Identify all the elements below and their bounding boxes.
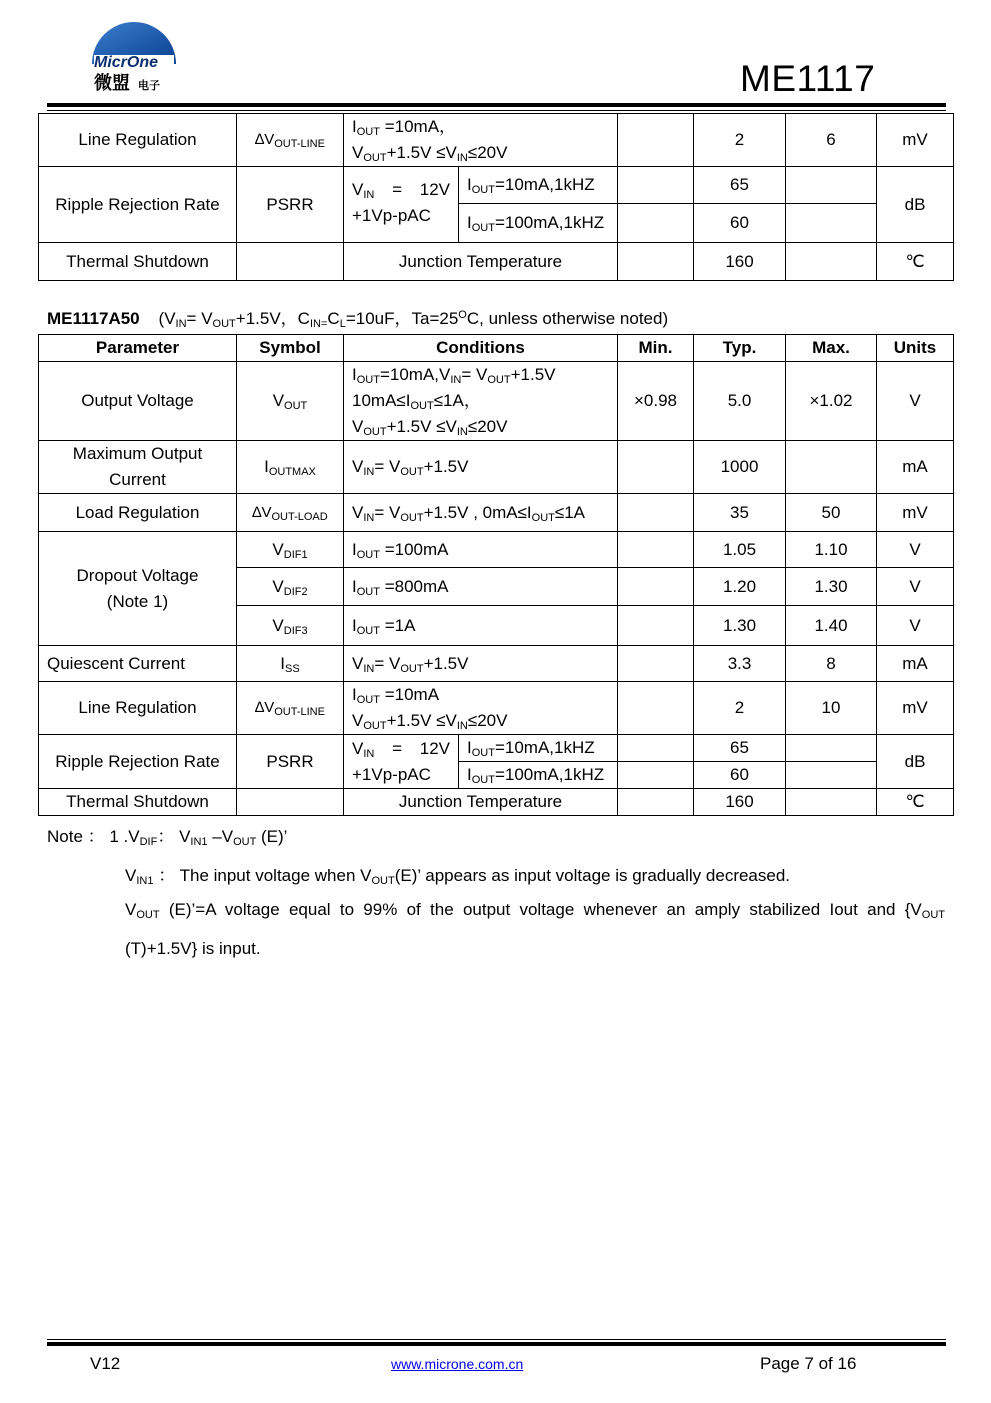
table-row [39, 646, 954, 682]
typ-cell: 3.3 [694, 646, 786, 682]
table-row [39, 362, 954, 441]
min-cell [618, 494, 694, 532]
param-cell: Thermal Shutdown [39, 789, 237, 816]
footer-website-link[interactable]: www.microne.com.cn [391, 1356, 524, 1372]
max-cell: 1.40 [786, 606, 877, 646]
symbol-cell: $I_{OUTMAX}$ [237, 441, 344, 494]
sub-condition-cell: $I_{OUT}=10mA,1kHZ$ [459, 735, 618, 762]
conditions-cell: $V_{IN}= V_{OUT}+1.5V$ [344, 441, 618, 494]
min-cell [618, 243, 694, 281]
header-rule-thick [47, 103, 946, 107]
min-cell [618, 114, 694, 167]
symbol-cell: PSRR [237, 735, 344, 789]
min-cell: ×0.98 [618, 362, 694, 441]
max-cell: ×1.02 [786, 362, 877, 441]
header-min: Min. [618, 335, 694, 362]
param-cell: Quiescent Current [39, 646, 237, 682]
max-cell: 1.10 [786, 532, 877, 568]
max-cell [786, 762, 877, 789]
typ-cell: 160 [694, 243, 786, 281]
typ-cell: 160 [694, 789, 786, 816]
table-row [39, 167, 954, 204]
note-line-3: $V_{OUT}$ (E)’=A voltage equal to 99% of the output voltage whenever an amply stabilized Iout and {$V_{OUT}$ [125, 900, 945, 921]
table-row [39, 789, 954, 816]
header-max: Max. [786, 335, 877, 362]
note-line-1: Note ： 1 $.V_{DIF}$： $V_{IN1}$ $-V_{OUT}$ (E)’ [47, 827, 288, 848]
conditions-cell: $I_{OUT}=10mA,V_{IN}= V_{OUT}+1.5V$ $10mA\le I_{OUT}\le 1A$， $V_{OUT}+1.5V \le V_{IN}\le 20V$ [344, 362, 618, 441]
main-spec-table [38, 334, 954, 816]
min-cell [618, 646, 694, 682]
max-cell [786, 204, 877, 243]
param-cell: Load Regulation [39, 494, 237, 532]
param-cell: Maximum Output Current [39, 441, 237, 494]
header-symbol: Symbol [237, 335, 344, 362]
conditions-cell: Junction Temperature [344, 789, 618, 816]
table-row [39, 114, 954, 167]
conditions-cell: $I_{OUT} =10mA$， $V_{OUT}+1.5V \le V_{IN}\le 20V$ [344, 114, 618, 167]
param-cell: Ripple Rejection Rate [39, 167, 237, 243]
symbol-cell: $\Delta V_{OUT-LINE}$ [237, 682, 344, 735]
company-logo [88, 18, 180, 94]
param-cell: Dropout Voltage (Note 1) [39, 532, 237, 646]
max-cell: 10 [786, 682, 877, 735]
symbol-cell: $\Delta V_{OUT-LINE}$ [237, 114, 344, 167]
symbol-cell: $V_{DIF2}$ [237, 568, 344, 606]
units-cell: V [877, 362, 954, 441]
symbol-cell [237, 789, 344, 816]
param-cell: Ripple Rejection Rate [39, 735, 237, 789]
min-cell [618, 762, 694, 789]
max-cell: 50 [786, 494, 877, 532]
typ-cell: 1.20 [694, 568, 786, 606]
param-cell: Thermal Shutdown [39, 243, 237, 281]
units-cell: mV [877, 494, 954, 532]
units-cell: dB [877, 735, 954, 789]
symbol-cell: $V_{DIF3}$ [237, 606, 344, 646]
min-cell [618, 682, 694, 735]
logo-text-cn-small: 电子 [138, 79, 160, 92]
typ-cell: 1.30 [694, 606, 786, 646]
conditions-cell: $I_{OUT} =10mA$ $V_{OUT}+1.5V \le V_{IN}\le 20V$ [344, 682, 618, 735]
typ-cell: 2 [694, 114, 786, 167]
section-model: ME1117A50 [47, 309, 140, 328]
units-cell: ℃ [877, 789, 954, 816]
header-conditions: Conditions [344, 335, 618, 362]
header-typ: Typ. [694, 335, 786, 362]
param-cell: Line Regulation [39, 114, 237, 167]
max-cell: 8 [786, 646, 877, 682]
header-parameter: Parameter [39, 335, 237, 362]
note-line-4: (T)+1.5V} is input. [125, 939, 261, 958]
max-cell [786, 243, 877, 281]
conditions-cell: $I_{OUT} =800mA$ [344, 568, 618, 606]
typ-cell: 5.0 [694, 362, 786, 441]
min-cell [618, 789, 694, 816]
typ-cell: 1.05 [694, 532, 786, 568]
min-cell [618, 204, 694, 243]
max-cell [786, 735, 877, 762]
typ-cell: 2 [694, 682, 786, 735]
conditions-cell: $I_{OUT} =1A$ [344, 606, 618, 646]
conditions-cell: $I_{OUT} =100mA$ [344, 532, 618, 568]
min-cell [618, 735, 694, 762]
param-cell: Line Regulation [39, 682, 237, 735]
header-row [39, 335, 954, 362]
symbol-cell: PSRR [237, 167, 344, 243]
top-spec-table [38, 113, 954, 281]
footer-page-number: Page 7 of 16 [760, 1354, 857, 1373]
max-cell [786, 441, 877, 494]
max-cell: 1.30 [786, 568, 877, 606]
sub-condition-cell: $I_{OUT}=100mA,1kHZ$ [459, 762, 618, 789]
logo-text-cn: 微盟 [94, 73, 130, 94]
section-conditions: ME1117A50 ($V_{IN}= V_{OUT}+1.5V$，$C_{IN=}C_L=10uF$，$Ta=25^OC$, unless otherwise noted) [47, 309, 669, 330]
footer-version: V12 [90, 1354, 121, 1373]
table-row [39, 682, 954, 735]
typ-cell: 60 [694, 204, 786, 243]
units-cell: mV [877, 114, 954, 167]
typ-cell: 65 [694, 735, 786, 762]
table-row [39, 735, 954, 762]
symbol-cell: $\Delta V_{OUT-LOAD}$ [237, 494, 344, 532]
min-cell [618, 441, 694, 494]
footer-rule-thick [47, 1342, 946, 1346]
max-cell [786, 167, 877, 204]
max-cell [786, 789, 877, 816]
symbol-cell [237, 243, 344, 281]
header-rule-thin [47, 110, 946, 111]
logo-text-en: MicrOne [94, 54, 159, 71]
units-cell: V [877, 532, 954, 568]
units-cell: mV [877, 682, 954, 735]
table-row [39, 243, 954, 281]
units-cell: ℃ [877, 243, 954, 281]
units-cell: V [877, 568, 954, 606]
min-cell [618, 568, 694, 606]
units-cell: mA [877, 441, 954, 494]
document-title: ME1117 [740, 58, 876, 99]
units-cell: V [877, 606, 954, 646]
typ-cell: 60 [694, 762, 786, 789]
typ-cell: 65 [694, 167, 786, 204]
typ-cell: 1000 [694, 441, 786, 494]
param-cell: Output Voltage [39, 362, 237, 441]
units-cell: mA [877, 646, 954, 682]
conditions-cell: $V_{IN}= V_{OUT}+1.5V$ , $0mA\le I_{OUT}\le 1A$ [344, 494, 618, 532]
symbol-cell: $V_{OUT}$ [237, 362, 344, 441]
min-cell [618, 606, 694, 646]
min-cell [618, 532, 694, 568]
footer-rule-thin [47, 1339, 946, 1340]
header-units: Units [877, 335, 954, 362]
sub-condition-cell: $I_{OUT}=100mA,1kHZ$ [459, 204, 618, 243]
max-cell: 6 [786, 114, 877, 167]
vin-condition-cell: $V_{IN}$ = 12V +1Vp-pAC [344, 735, 459, 789]
min-cell [618, 167, 694, 204]
sub-condition-cell: $I_{OUT}=10mA,1kHZ$ [459, 167, 618, 204]
vin-condition-cell: $V_{IN}$ = 12V +1Vp-pAC [344, 167, 459, 243]
note-line-2: $V_{IN1}$ ： The input voltage when $V_{OUT}(E)$’ appears as input voltage is gradually decreased. [125, 866, 791, 887]
table-row [39, 494, 954, 532]
table-row [39, 441, 954, 494]
symbol-cell: $V_{DIF1}$ [237, 532, 344, 568]
table-row [39, 532, 954, 568]
typ-cell: 35 [694, 494, 786, 532]
symbol-cell: $I_{SS}$ [237, 646, 344, 682]
conditions-cell: Junction Temperature [344, 243, 618, 281]
units-cell: dB [877, 167, 954, 243]
conditions-cell: $V_{IN}= V_{OUT}+1.5V$ [344, 646, 618, 682]
